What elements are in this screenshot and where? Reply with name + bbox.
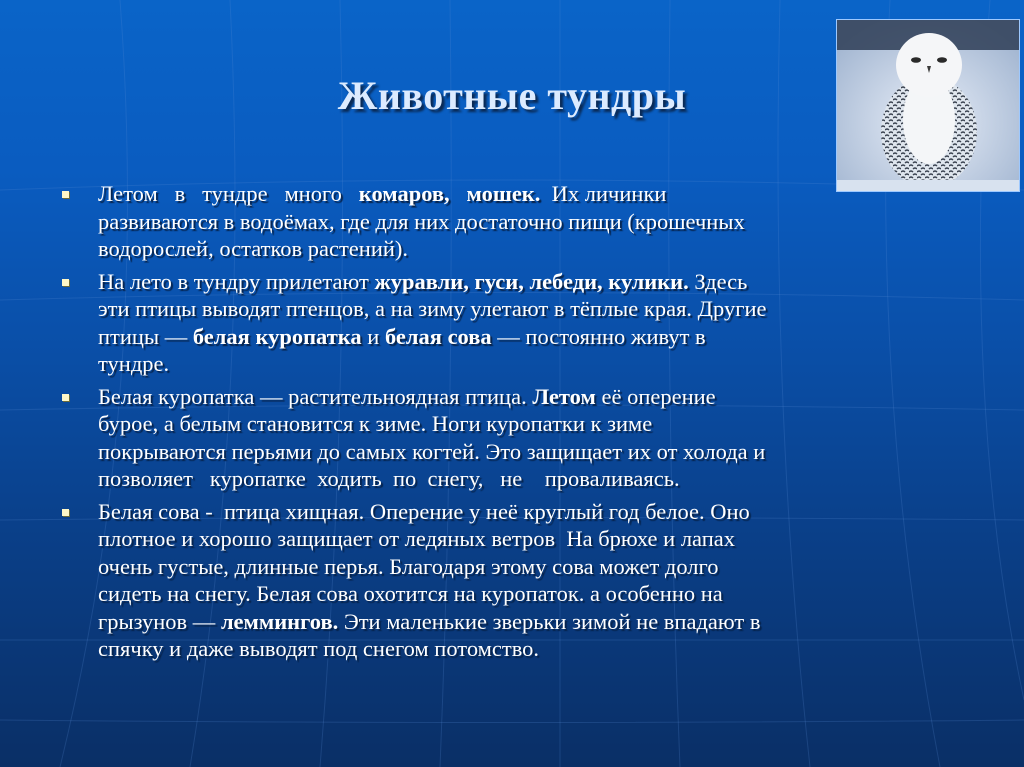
bullet-square-icon [62,394,69,401]
bullet-4-line-2: плотное и хорошо защищает от ледяных ветров На брюхе и лапах [98,526,736,551]
bullet-list [56,180,956,668]
bullet-1-line-1: Летом в тундре много комаров, мошек. Их личинки [98,181,667,206]
slide-title: Животные тундры [337,73,687,118]
bullet-3-line-2: бурое, а белым становится к зиме. Ноги куропатки к зиме [98,411,653,436]
bullet-2-line-4: тундре. [98,351,170,376]
bullet-item-mosquitoes [56,180,956,263]
bullet-square-icon [62,509,69,516]
bullet-4-line-3: очень густые, длинные перья. Благодаря этому сова может долго [98,553,719,579]
bullet-3-line-1: Белая куропатка — растительноядная птица. Летом её оперение [98,383,716,409]
bullet-1-line-3: водорослей, остатков растений). [98,236,409,261]
bullet-2-line-3: птицы — белая куропатка и белая сова — постоянно живут в [98,323,706,349]
owl-icon [837,20,1019,191]
bullet-item-snowy-owl [56,498,956,663]
bullet-4-line-5: грызунов — леммингов. Эти маленькие зверьки зимой не впадают в [98,608,761,634]
bullet-2-line-1: На лето в тундру прилетают журавли, гуси, лебеди, кулики. Здесь [98,268,748,294]
bullet-square-icon [62,191,69,198]
bullet-square-icon [62,279,69,286]
snowy-owl-photo [836,19,1020,192]
bullet-item-ptarmigan [56,383,956,493]
bullet-4-line-1: Белая сова - птица хищная. Оперение у неё круглый год белое. Оно [98,498,750,524]
bullet-3-line-4: позволяет куропатке ходить по снегу, не проваливаясь. [98,466,680,491]
bullet-1-line-2: развиваются в водоёмах, где для них достаточно пищи (крошечных [98,208,745,234]
bullet-3-line-3: покрываются перьями до самых когтей. Это защищает их от холода и [98,438,766,464]
bullet-item-migratory-birds [56,268,956,378]
bullet-2-line-2: эти птицы выводят птенцов, а на зиму улетают в тёплые края. Другие [98,296,767,321]
bullet-4-line-6: спячку и даже выводят под снегом потомство. [98,636,540,661]
bullet-4-line-4: сидеть на снегу. Белая сова охотится на куропаток. а особенно на [98,581,723,606]
